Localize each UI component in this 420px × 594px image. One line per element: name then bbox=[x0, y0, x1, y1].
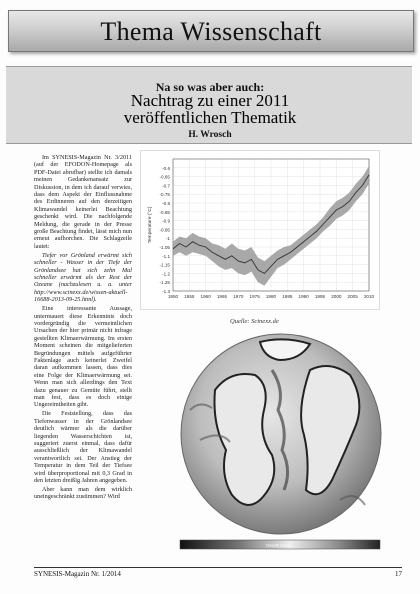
globe-svg bbox=[160, 330, 402, 558]
y-tick-label: -0.6 bbox=[162, 165, 170, 171]
article-author: H. Wrosch bbox=[188, 130, 232, 140]
y-tick-label: -1.05 bbox=[159, 245, 170, 250]
x-tick-label: 1995 bbox=[314, 294, 326, 299]
y-tick-label: -1 bbox=[165, 236, 170, 242]
paragraph: Eine interessante Aussage, untermauert diese Erkenntnis doch vordergründig die vermeintlichen Ursachen der hier primär nicht infrage gestellten Klimaerwärmung. Im ersten Moment scheinen die mitgelieferten Begründungen mittels aufgeführter Faktenlage auch keinerlei Zweifel daran aufkommen lassen, dass dies eine Folge der Klimaerwärmung sei. Wenn man sich allerdings den Text dazu genauer zu Gemüte führt, stellt man fest, dass es doch einige Ungereimtheiten gibt. bbox=[34, 305, 132, 409]
x-tick-label: 1970 bbox=[233, 294, 244, 299]
y-tick-label: -1.15 bbox=[159, 262, 170, 268]
paragraph: Die Feststellung, dass das Tiefenwasser in der Grönlandsee deutlich wärmer als die darüber liegenden Wasserschichten ist, suggeriert zuerst einmal, dass dafür ausschließlich der Klimawandel verantwortlich sei. Der Anstieg der Temperatur in dem Teil der Tiefsee wird überproportional mit 0,3 Grad in den letzten dreißig Jahren angegeben. bbox=[34, 410, 132, 484]
figure-caption: Quelle: Scinexx.de bbox=[230, 318, 279, 325]
ocean-globe-figure bbox=[160, 330, 402, 558]
x-tick-label: 2000 bbox=[331, 294, 342, 299]
y-tick-label: -1.2 bbox=[162, 271, 170, 277]
x-tick-label: 1960 bbox=[200, 294, 211, 299]
x-tick-label: 2010 bbox=[363, 294, 375, 299]
paragraph: Aber kann man dem wirklich uneingeschränkt zustimmen? Wird bbox=[34, 485, 132, 501]
paragraph-quote: Tiefer vor Grönland erwärmt sich schneller - Wasser in der Tiefe der Grönlandsee hat sich zehn Mal schneller erwärmt als der Rest der Ozeane (nachzulesen u. a. unter http://www.scinexx.de/wissen-aktuell-16688-2013-09-25.html). bbox=[34, 251, 132, 304]
x-tick-label: 1980 bbox=[265, 294, 277, 299]
article-text-column bbox=[34, 154, 132, 502]
x-tick-label: 2005 bbox=[347, 294, 358, 299]
y-axis-label: Temperature (°C) bbox=[148, 206, 153, 244]
headline-line-1: Nachtrag zu einer 2011 bbox=[130, 91, 290, 110]
x-tick-label: 1955 bbox=[184, 294, 195, 299]
y-tick-label: -1.3 bbox=[162, 289, 170, 294]
x-tick-label: 1985 bbox=[282, 294, 293, 299]
y-tick-label: -0.7 bbox=[162, 183, 170, 189]
y-tick-label: -1.1 bbox=[162, 253, 170, 259]
y-tick-label: -0.9 bbox=[162, 218, 170, 224]
footer-magazine: SYNESIS-Magazin Nr. 1/2014 bbox=[34, 570, 121, 578]
y-tick-label: -0.85 bbox=[159, 209, 170, 215]
section-title: Thema Wissenschaft bbox=[100, 17, 322, 46]
page-footer bbox=[34, 567, 402, 580]
page-number: 17 bbox=[395, 570, 402, 578]
y-tick-label: -0.65 bbox=[159, 174, 170, 180]
y-tick-label: -0.8 bbox=[162, 201, 170, 206]
x-tick-label: 1950 bbox=[167, 294, 179, 299]
y-tick-label: -0.95 bbox=[159, 227, 170, 233]
article-headline bbox=[0, 92, 420, 126]
x-tick-label: 1990 bbox=[298, 294, 309, 299]
chart-svg bbox=[141, 151, 379, 309]
x-tick-label: 1965 bbox=[216, 294, 228, 299]
temperature-chart bbox=[140, 150, 380, 310]
y-tick-label: -0.75 bbox=[159, 192, 170, 198]
paragraph: Im SYNESIS-Magazin Nr. 3/2011 (auf der EFODON-Homepage als PDF-Datei abrufbar) stellte ich damals meinen Gedankenansatz zur Diskussion, in dem ich darauf verwies, dass dem Aspekt der Einflussnahme des Erdinneren auf den derzeitigen Klimawandel keinerlei Beachtung geschenkt wird. Die nachfolgende Meldung, die gerade in der Presse große Beachtung findet, lässt mich nun erneut aufhorchen. Die Schlagzeile lautet: bbox=[34, 154, 132, 250]
article-kicker: Na so was aber auch: bbox=[155, 80, 265, 94]
headline-line-2: veröffentlichen Thematik bbox=[123, 108, 297, 127]
y-tick-label: -1.25 bbox=[159, 280, 170, 286]
x-tick-label: 1975 bbox=[249, 294, 260, 299]
section-banner bbox=[8, 10, 414, 52]
colorbar-label: Deepth below... bbox=[266, 542, 294, 548]
